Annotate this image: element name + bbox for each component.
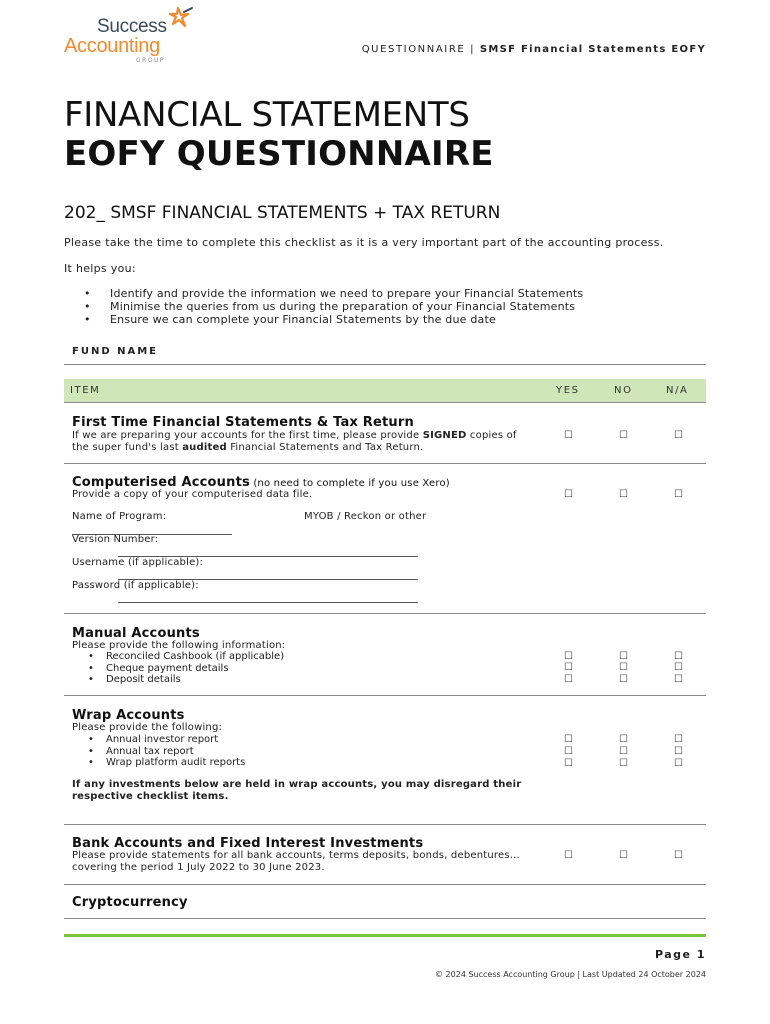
header-doc-name: SMSF Financial Statements EOFY xyxy=(479,44,706,55)
section-text: Please provide statements for all bank accounts, terms deposits, bonds, debentures… covering the period 1 July 2022 to 30 June 2023. xyxy=(72,850,520,873)
section-crypto xyxy=(64,885,706,919)
checkbox-no[interactable]: ☐ xyxy=(619,651,628,662)
section-text: If we are preparing your accounts for the first time, please provide SIGNED copies of the super fund's last audited Financial Statements and Tax Return. xyxy=(72,430,517,453)
header-na: N/A xyxy=(666,385,689,396)
password-label: Password (if applicable): xyxy=(72,580,199,591)
copyright-text: © 2024 Success Accounting Group | Last Updated 24 October 2024 xyxy=(435,970,706,979)
checkbox-no[interactable]: ☐ xyxy=(619,734,628,745)
section-heading: Bank Accounts and Fixed Interest Investments xyxy=(72,836,424,851)
checkbox-na[interactable]: ☐ xyxy=(674,430,683,441)
header-item: ITEM xyxy=(70,385,101,396)
checkbox-yes[interactable]: ☐ xyxy=(564,734,573,745)
section-heading: Wrap Accounts xyxy=(72,708,185,723)
checkbox-no[interactable]: ☐ xyxy=(619,662,628,673)
checkbox-no[interactable]: ☐ xyxy=(619,430,628,441)
checkbox-na[interactable]: ☐ xyxy=(674,850,683,861)
checkbox-no[interactable]: ☐ xyxy=(619,489,628,500)
password-input[interactable] xyxy=(118,602,418,603)
username-label: Username (if applicable): xyxy=(72,557,204,568)
checkbox-yes[interactable]: ☐ xyxy=(564,674,573,685)
checkbox-yes[interactable]: ☐ xyxy=(564,746,573,757)
helps-list xyxy=(84,287,583,326)
page-number: Page 1 xyxy=(654,948,706,961)
list-item: • Annual tax report xyxy=(88,746,245,758)
header-yes: YES xyxy=(556,385,580,396)
header-prefix: QUESTIONNAIRE | xyxy=(361,44,480,55)
section-heading: Manual Accounts xyxy=(72,626,200,641)
checkbox-na[interactable]: ☐ xyxy=(674,734,683,745)
section-computerised xyxy=(64,464,706,614)
program-options: MYOB / Reckon or other xyxy=(304,511,427,522)
wrap-list xyxy=(88,734,245,769)
title-line-1: FINANCIAL STATEMENTS xyxy=(64,95,470,135)
checkbox-no[interactable]: ☐ xyxy=(619,674,628,685)
checkbox-yes[interactable]: ☐ xyxy=(564,651,573,662)
section-manual xyxy=(64,614,706,696)
checkbox-yes[interactable]: ☐ xyxy=(564,758,573,769)
running-header xyxy=(362,44,706,55)
list-item: • Wrap platform audit reports xyxy=(88,757,245,769)
checkbox-na[interactable]: ☐ xyxy=(674,662,683,673)
checkbox-na[interactable]: ☐ xyxy=(674,489,683,500)
checkbox-yes[interactable]: ☐ xyxy=(564,850,573,861)
section-text: Please provide the following information: xyxy=(72,640,286,651)
list-item: • Ensure we can complete your Financial Statements by the due date xyxy=(84,313,583,326)
list-item: • Minimise the queries from us during the preparation of your Financial Statements xyxy=(84,300,583,313)
section-text: Please provide the following: xyxy=(72,722,223,733)
section-wrap xyxy=(64,696,706,825)
checkbox-no[interactable]: ☐ xyxy=(619,850,628,861)
list-item: • Annual investor report xyxy=(88,734,245,746)
checkbox-yes[interactable]: ☐ xyxy=(564,489,573,500)
checkbox-no[interactable]: ☐ xyxy=(619,758,628,769)
section-heading: Computerised Accounts (no need to complete if you use Xero) xyxy=(72,475,450,490)
logo-text-success: Success xyxy=(97,16,167,37)
list-item: • Reconciled Cashbook (if applicable) xyxy=(88,651,284,663)
checkbox-na[interactable]: ☐ xyxy=(674,651,683,662)
section-heading: Cryptocurrency xyxy=(72,895,188,910)
logo-text-group: GROUP xyxy=(136,57,166,64)
checkbox-na[interactable]: ☐ xyxy=(674,674,683,685)
logo-star-icon xyxy=(168,6,194,30)
fund-name-field[interactable] xyxy=(64,364,706,365)
version-label: Version Number: xyxy=(72,534,159,545)
company-logo xyxy=(64,6,204,62)
logo-text-accounting: Accounting xyxy=(64,35,160,57)
intro-text: Please take the time to complete this checklist as it is a very important part of the accounting process. xyxy=(64,236,664,249)
helps-label: It helps you: xyxy=(64,262,136,275)
list-item: • Cheque payment details xyxy=(88,663,284,675)
section-first-time xyxy=(64,403,706,464)
manual-list xyxy=(88,651,284,686)
wrap-note: If any investments below are held in wrap accounts, you may disregard their respective checklist items. xyxy=(72,779,522,802)
program-label: Name of Program: xyxy=(72,511,167,522)
checkbox-na[interactable]: ☐ xyxy=(674,746,683,757)
checkbox-yes[interactable]: ☐ xyxy=(564,430,573,441)
section-bank xyxy=(64,825,706,885)
fund-name-label: FUND NAME xyxy=(72,346,158,357)
checkbox-no[interactable]: ☐ xyxy=(619,746,628,757)
title-line-2: EOFY QUESTIONNAIRE xyxy=(64,134,494,174)
table-header xyxy=(64,379,706,403)
subtitle: 202_ SMSF FINANCIAL STATEMENTS + TAX RETURN xyxy=(64,203,501,223)
checkbox-yes[interactable]: ☐ xyxy=(564,662,573,673)
footer-rule xyxy=(64,934,706,937)
list-item: • Identify and provide the information we need to prepare your Financial Statements xyxy=(84,287,583,300)
checkbox-na[interactable]: ☐ xyxy=(674,758,683,769)
section-text: Provide a copy of your computerised data file. xyxy=(72,489,313,500)
list-item: • Deposit details xyxy=(88,674,284,686)
header-no: NO xyxy=(614,385,633,396)
section-heading: First Time Financial Statements & Tax Return xyxy=(72,415,414,430)
